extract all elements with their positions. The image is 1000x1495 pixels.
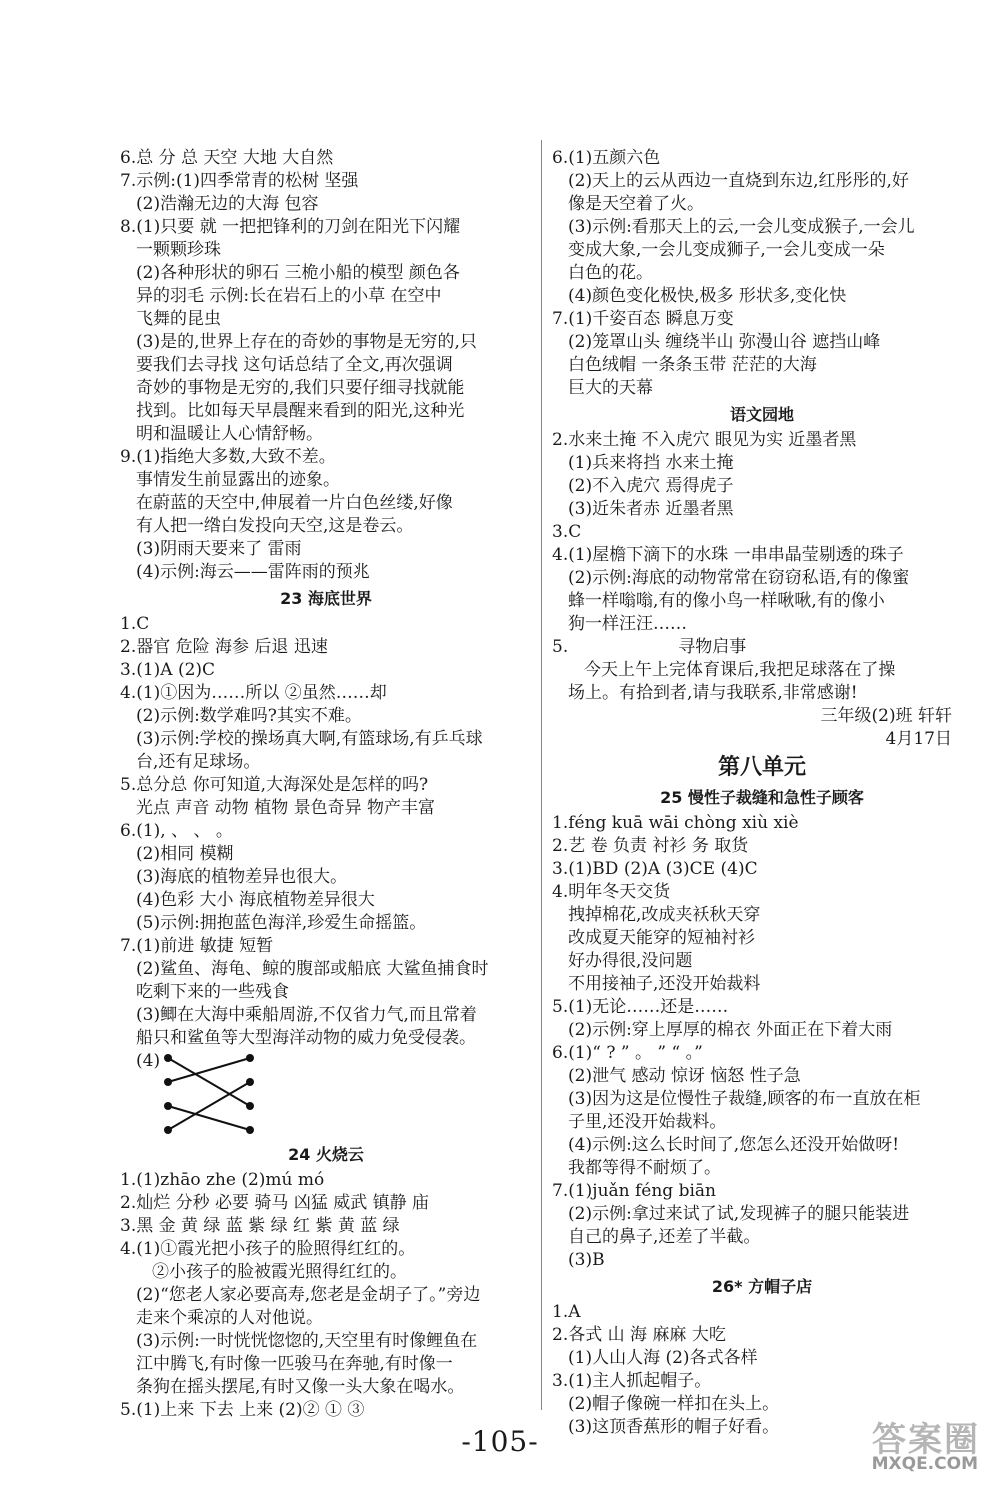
answer-line: (3)是的,世界上存在的奇妙的事物是无穷的,只 (136, 332, 477, 352)
matching-lines-icon (160, 1050, 260, 1140)
answer-line: (4)示例:这么长时间了,您怎么还没开始做呀! (568, 1135, 900, 1155)
answer-line: (3)示例:一时恍恍惚惚的,天空里有时像鲤鱼在 (136, 1331, 478, 1351)
page-number: -105- (461, 1425, 539, 1458)
match-line (168, 1058, 250, 1082)
answer-line: (2)相同 模糊 (136, 844, 234, 864)
answer-line: (4)示例:海云——雷阵雨的预兆 (136, 562, 370, 582)
answer-line: 1.C (120, 614, 150, 634)
answer-line: 走来个乘凉的人对他说。 (136, 1308, 323, 1328)
answer-line: (3)示例:学校的操场真大啊,有篮球场,有乒乓球 (136, 729, 483, 749)
answer-line: 自己的鼻子,还差了半截。 (568, 1227, 761, 1247)
answer-line: 9.(1)指绝大多数,大致不差。 (120, 447, 336, 467)
section-heading: 24 火烧云 (288, 1145, 364, 1164)
question-number: 5. (552, 637, 569, 657)
answer-line: 7.(1)前进 敏捷 短暂 (120, 936, 274, 956)
answer-line: 1.A (552, 1302, 581, 1322)
answer-line: (3)因为这是位慢性子裁缝,顾客的布一直放在柜 (568, 1089, 921, 1109)
answer-line: 7.(1)juǎn féng biān (552, 1181, 716, 1201)
answer-line: 一颗颗珍珠 (136, 240, 221, 260)
answer-line: 5.(1)上来 下去 上来 (2)② ① ③ (120, 1400, 365, 1420)
answer-line: 3.黑 金 黄 绿 蓝 紫 绿 红 紫 黄 蓝 绿 (120, 1216, 400, 1236)
watermark-title: 答案圈 (872, 1420, 980, 1460)
answer-line: (4)颜色变化极快,极多 形状多,变化快 (568, 286, 847, 306)
answer-line: 4.(1)①因为……所以 ②虽然……却 (120, 683, 387, 703)
answer-line: 2.器官 危险 海参 后退 迅速 (120, 637, 328, 657)
watermark-url: MXQE.COM (871, 1454, 978, 1474)
section-heading: 26* 方帽子店 (711, 1277, 813, 1296)
watermark-logo (820, 1410, 990, 1480)
match-line (168, 1058, 250, 1106)
answer-line: 像是天空着了火。 (568, 194, 704, 214)
answer-line: (3)示例:看那天上的云,一会儿变成猴子,一会儿 (568, 217, 915, 237)
answer-line: 8.(1)只要 就 一把把锋利的刀剑在阳光下闪耀 (120, 217, 461, 237)
answer-line: 2.灿烂 分秒 必要 骑马 凶猛 威武 镇静 庙 (120, 1193, 430, 1213)
answer-line: 巨大的天幕 (568, 378, 653, 398)
answer-line: (2)不入虎穴 焉得虎子 (568, 476, 734, 496)
answer-line: (1)兵来将挡 水来土掩 (568, 453, 734, 473)
answer-line: (2)各种形状的卵石 三桅小船的模型 颜色各 (136, 263, 460, 283)
answer-line: (2)示例:数学难吗?其实不难。 (136, 706, 362, 726)
match-dot (246, 1078, 254, 1086)
answer-line: 在蔚蓝的天空中,伸展着一片白色丝缕,好像 (136, 493, 453, 513)
answer-line: 6.总 分 总 天空 大地 大自然 (120, 148, 334, 168)
section-heading: 25 慢性子裁缝和急性子顾客 (660, 788, 864, 807)
answer-line: 有人把一绺白发投向天空,这是卷云。 (136, 516, 414, 536)
answer-line: 改成夏天能穿的短袖衬衫 (568, 928, 755, 948)
answer-line: (2)天上的云从西边一直烧到东边,红彤彤的,好 (568, 171, 909, 191)
unit-title: 第八单元 (717, 755, 806, 780)
answer-line: 奇妙的事物是无穷的,我们只要仔细寻找就能 (136, 378, 465, 398)
answer-line: 4.(1)屋檐下滴下的水珠 一串串晶莹剔透的珠子 (552, 545, 904, 565)
answer-line: (5)示例:拥抱蓝色海洋,珍爱生命摇篮。 (136, 913, 427, 933)
column-divider (541, 140, 542, 1410)
answer-line: 3.(1)主人抓起帽子。 (552, 1371, 712, 1391)
answer-line: (2)示例:穿上厚厚的棉衣 外面正在下着大雨 (568, 1020, 893, 1040)
answer-line: 拽掉棉花,改成夹袄秋天穿 (568, 905, 761, 925)
answer-line: 4.明年冬天交货 (552, 882, 671, 902)
answer-line: 子里,还没开始裁料。 (568, 1112, 727, 1132)
match-dot (246, 1102, 254, 1110)
answer-line: 2.水来土掩 不入虎穴 眼见为实 近墨者黑 (552, 430, 857, 450)
answer-line: (3)海底的植物差异也很大。 (136, 867, 348, 887)
answer-line: 蜂一样嗡嗡,有的像小鸟一样啾啾,有的像小 (568, 591, 885, 611)
match-line (168, 1082, 250, 1130)
match-line (168, 1106, 250, 1130)
answer-line: 白色的花。 (568, 263, 653, 283)
answer-line: (4)色彩 大小 海底植物差异很大 (136, 890, 375, 910)
answer-line: (2)笼罩山头 缠绕半山 弥漫山谷 遮挡山峰 (568, 332, 881, 352)
answer-line: 今天上午上完体育课后,我把足球落在了操 (584, 660, 896, 680)
notice-title: 寻物启事 (678, 637, 747, 657)
answer-line: 船只和鲨鱼等大型海洋动物的威力免受侵袭。 (136, 1028, 476, 1048)
answer-line: (3)这顶香蕉形的帽子好看。 (568, 1417, 780, 1437)
answer-line: 5.总分总 你可知道,大海深处是怎样的吗? (120, 775, 429, 795)
answer-line: 1.(1)zhāo zhe (2)mú mó (120, 1170, 325, 1190)
answer-line: 要我们去寻找 这句话总结了全文,再次强调 (136, 355, 453, 375)
answer-line: 4.(1)①霞光把小孩子的脸照得红红的。 (120, 1239, 416, 1259)
answer-line: 3.(1)A (2)C (120, 660, 216, 680)
answer-line: ②小孩子的脸被霞光照得红红的。 (152, 1262, 407, 1282)
answer-line: 6.(1), 、 、 。 (120, 821, 233, 841)
answer-line: 台,还有足球场。 (136, 752, 261, 772)
answer-line: (2)帽子像碗一样扣在头上。 (568, 1394, 780, 1414)
answer-line: (2)示例:拿过来试了试,发现裤子的腿只能装进 (568, 1204, 910, 1224)
section-heading: 语文园地 (729, 405, 794, 424)
answer-line: 7.(1)千姿百态 瞬息万变 (552, 309, 734, 329)
answer-line: 2.艺 卷 负责 衬衫 务 取货 (552, 836, 749, 856)
answer-line: 条狗在摇头摆尾,有时又像一头大象在喝水。 (136, 1377, 465, 1397)
answer-line: 江中腾飞,有时像一匹骏马在奔驰,有时像一 (136, 1354, 453, 1374)
answer-line: (1)人山人海 (2)各式各样 (568, 1348, 758, 1368)
answer-line: 三年级(2)班 轩轩 (820, 706, 952, 726)
diagram-label: (4) (136, 1051, 161, 1071)
answer-line: 明和温暖让人心情舒畅。 (136, 424, 323, 444)
answer-line: (2)浩瀚无边的大海 包容 (136, 194, 319, 214)
answer-line: 白色绒帽 一条条玉带 茫茫的大海 (568, 355, 817, 375)
answer-line: (2)“您老人家必要高寿,您老是金胡子了。”旁边 (136, 1285, 481, 1305)
answer-line: (3)鲫在大海中乘船周游,不仅省力气,而且常着 (136, 1005, 477, 1025)
right-column (552, 147, 972, 1439)
answer-line: 6.(1)“ ? ” 。 ” “ 。” (552, 1043, 703, 1063)
answer-line: 找到。比如每天早晨醒来看到的阳光,这种光 (136, 401, 465, 421)
answer-line: (2)示例:海底的动物常常在窃窃私语,有的像蜜 (568, 568, 910, 588)
match-dot (164, 1054, 172, 1062)
answer-line: (2)鲨鱼、海龟、鲸的腹部或船底 大鲨鱼捕食时 (136, 959, 489, 979)
match-dot (164, 1126, 172, 1134)
left-column (120, 147, 532, 1422)
answer-line: 3.C (552, 522, 582, 542)
answer-line: 事情发生前显露出的迹象。 (136, 470, 340, 490)
section-heading: 23 海底世界 (280, 589, 372, 608)
answer-line: 我都等得不耐烦了。 (568, 1158, 721, 1178)
answer-line: 3.(1)BD (2)A (3)CE (4)C (552, 859, 758, 879)
answer-line: 2.各式 山 海 麻麻 大吃 (552, 1325, 726, 1345)
answer-line: 不用接袖子,还没开始裁料 (568, 974, 761, 994)
answer-line: 光点 声音 动物 植物 景色奇异 物产丰富 (136, 798, 436, 818)
match-dot (246, 1126, 254, 1134)
answer-line: 飞舞的昆虫 (136, 309, 221, 329)
answer-line: 1.féng kuā wāi chòng xiù xiè (552, 813, 799, 833)
match-dot (164, 1078, 172, 1086)
answer-line: (2)泄气 感动 惊讶 恼怒 性子急 (568, 1066, 801, 1086)
answer-line: (3)阴雨天要来了 雷雨 (136, 539, 302, 559)
answer-line: (3)B (568, 1250, 605, 1270)
answer-line: 7.示例:(1)四季常青的松树 坚强 (120, 171, 359, 191)
answer-line: 4月17日 (885, 729, 952, 749)
answer-line: 变成大象,一会儿变成狮子,一会儿变成一朵 (568, 240, 885, 260)
answer-line: 6.(1)五颜六色 (552, 148, 661, 168)
notice-title-line (552, 636, 972, 659)
answer-line: 异的羽毛 示例:长在岩石上的小草 在空中 (136, 286, 442, 306)
answer-line: 好办得很,没问题 (568, 951, 693, 971)
answer-line: 场上。有拾到者,请与我联系,非常感谢! (568, 683, 858, 703)
matching-diagram (120, 1050, 532, 1140)
answer-line: (3)近朱者赤 近墨者黑 (568, 499, 734, 519)
match-dot (246, 1054, 254, 1062)
match-dot (164, 1102, 172, 1110)
answer-line: 吃剩下来的一些残食 (136, 982, 289, 1002)
answer-line: 5.(1)无论……还是…… (552, 997, 729, 1017)
answer-line: 狗一样汪汪…… (568, 614, 687, 634)
